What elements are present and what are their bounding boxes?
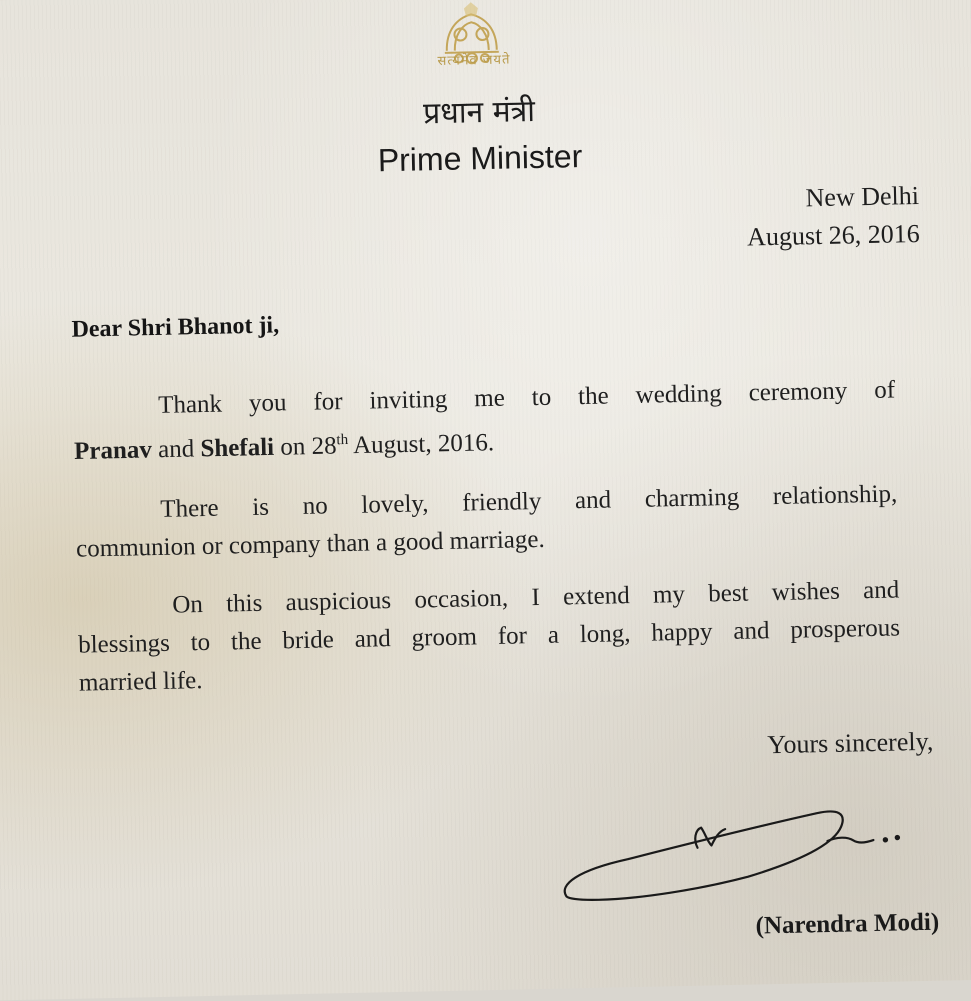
- bride-name: Shefali: [200, 433, 275, 463]
- paragraph-line: blessings to the bride and groom for a long, happy and prosperous: [77, 614, 901, 659]
- salutation: Dear Shri Bhanot ji,: [71, 312, 280, 343]
- date-text: on 28: [273, 432, 337, 461]
- signatory-name: (Narendra Modi): [755, 908, 940, 940]
- paragraph-line: Thank you for inviting me to the wedding ceremony of: [157, 376, 896, 419]
- paragraph-line: On this auspicious occasion, I extend my best wishes and: [172, 576, 900, 619]
- paragraph-marriage: [75, 475, 898, 568]
- office-title-english: Prime Minister: [377, 137, 583, 179]
- date-text-rest: August, 2016.: [347, 429, 495, 460]
- closing: Yours sincerely,: [766, 726, 934, 760]
- handwritten-signature: [546, 781, 909, 919]
- paragraph-line: communion or company than a good marriage.: [75, 525, 545, 563]
- ordinal-suffix: th: [336, 431, 349, 449]
- emblem-motto: सत्यमेव जयते: [437, 52, 511, 70]
- paragraph-line: There is no lovely, friendly and charming relationship,: [160, 480, 898, 523]
- groom-name: Pranav: [73, 436, 153, 466]
- letter-place: New Delhi: [805, 180, 920, 213]
- paragraph-line: married life.: [78, 667, 203, 697]
- letter-date: August 26, 2016: [746, 218, 921, 252]
- conjunction-text: and: [151, 435, 201, 464]
- office-title-hindi: प्रधान मंत्री: [422, 93, 536, 132]
- paragraph-wishes: [77, 571, 901, 702]
- paragraph-invitation: [73, 372, 897, 472]
